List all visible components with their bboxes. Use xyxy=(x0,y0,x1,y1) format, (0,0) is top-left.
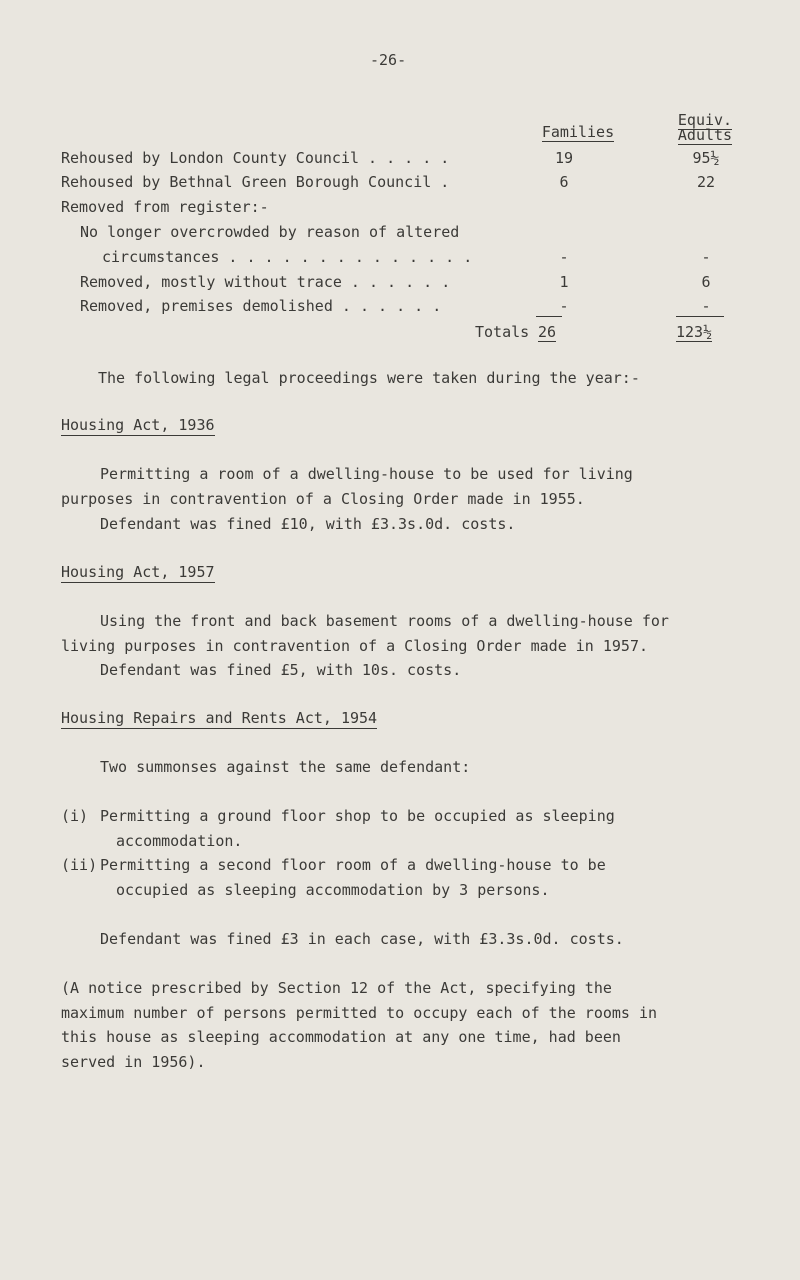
paragraph-line: Permitting a room of a dwelling-house to be used for living xyxy=(100,465,633,483)
section-heading: Housing Repairs and Rents Act, 1954 xyxy=(61,709,378,727)
item-line: accommodation. xyxy=(116,832,243,850)
header-equiv: Equiv. xyxy=(677,111,733,129)
item-line: Permitting a ground floor shop to be occupied as sleeping xyxy=(100,807,615,825)
notice-line: served in 1956). xyxy=(61,1053,206,1071)
row-adults: - xyxy=(701,248,711,266)
row-label: Rehoused by Bethnal Green Borough Council . xyxy=(61,173,450,191)
row-families: - xyxy=(559,248,569,266)
fine-text: Defendant was fined £10, with £3.3s.0d. costs. xyxy=(100,515,516,533)
sum-rule-adults xyxy=(676,316,724,317)
fine-text: Defendant was fined £3 in each case, with £3.3s.0d. costs. xyxy=(100,930,624,948)
notice-line: (A notice prescribed by Section 12 of the Act, specifying the xyxy=(61,979,612,997)
notice-line: maximum number of persons permitted to occupy each of the rooms in xyxy=(61,1004,658,1022)
row-label: Removed from register:- xyxy=(61,198,269,216)
row-adults: - xyxy=(701,297,711,315)
row-adults: 22 xyxy=(696,173,716,191)
item-line: occupied as sleeping accommodation by 3 persons. xyxy=(116,881,550,899)
row-label: circumstances . . . . . . . . . . . . . . xyxy=(102,248,473,266)
row-adults: 6 xyxy=(701,273,711,291)
row-label: Removed, mostly without trace . . . . . . xyxy=(80,273,451,291)
intro-text: The following legal proceedings were taken during the year:- xyxy=(98,369,640,387)
totals-label: Totals xyxy=(475,323,530,341)
fine-text: Defendant was fined £5, with 10s. costs. xyxy=(100,661,462,679)
paragraph-line: Using the front and back basement rooms of a dwelling-house for xyxy=(100,612,669,630)
section-heading: Housing Act, 1936 xyxy=(61,416,215,434)
section-heading: Housing Act, 1957 xyxy=(61,563,215,581)
row-families: 19 xyxy=(554,149,574,167)
header-families: Families xyxy=(541,123,615,141)
row-label: Rehoused by London County Council . . . . . xyxy=(61,149,450,167)
row-adults: 95½ xyxy=(692,149,720,167)
totals-families: 26 xyxy=(538,323,557,341)
header-adults: Adults xyxy=(677,126,733,144)
row-label: Removed, premises demolished . . . . . . xyxy=(80,297,442,315)
sum-rule-families xyxy=(536,316,562,317)
row-label: No longer overcrowded by reason of altered xyxy=(80,223,460,241)
item-number: (i) xyxy=(61,807,89,825)
row-families: 1 xyxy=(559,273,569,291)
item-line: Permitting a second floor room of a dwelling-house to be xyxy=(100,856,606,874)
row-families: - xyxy=(559,297,569,315)
paragraph-line: living purposes in contravention of a Closing Order made in 1957. xyxy=(61,637,648,655)
row-families: 6 xyxy=(559,173,569,191)
page-number: -26- xyxy=(370,51,407,69)
item-number: (ii) xyxy=(61,856,98,874)
notice-line: this house as sleeping accommodation at any one time, had been xyxy=(61,1028,621,1046)
summons-intro: Two summonses against the same defendant: xyxy=(100,758,471,776)
paragraph-line: purposes in contravention of a Closing Order made in 1955. xyxy=(61,490,585,508)
totals-adults: 123½ xyxy=(676,323,713,341)
